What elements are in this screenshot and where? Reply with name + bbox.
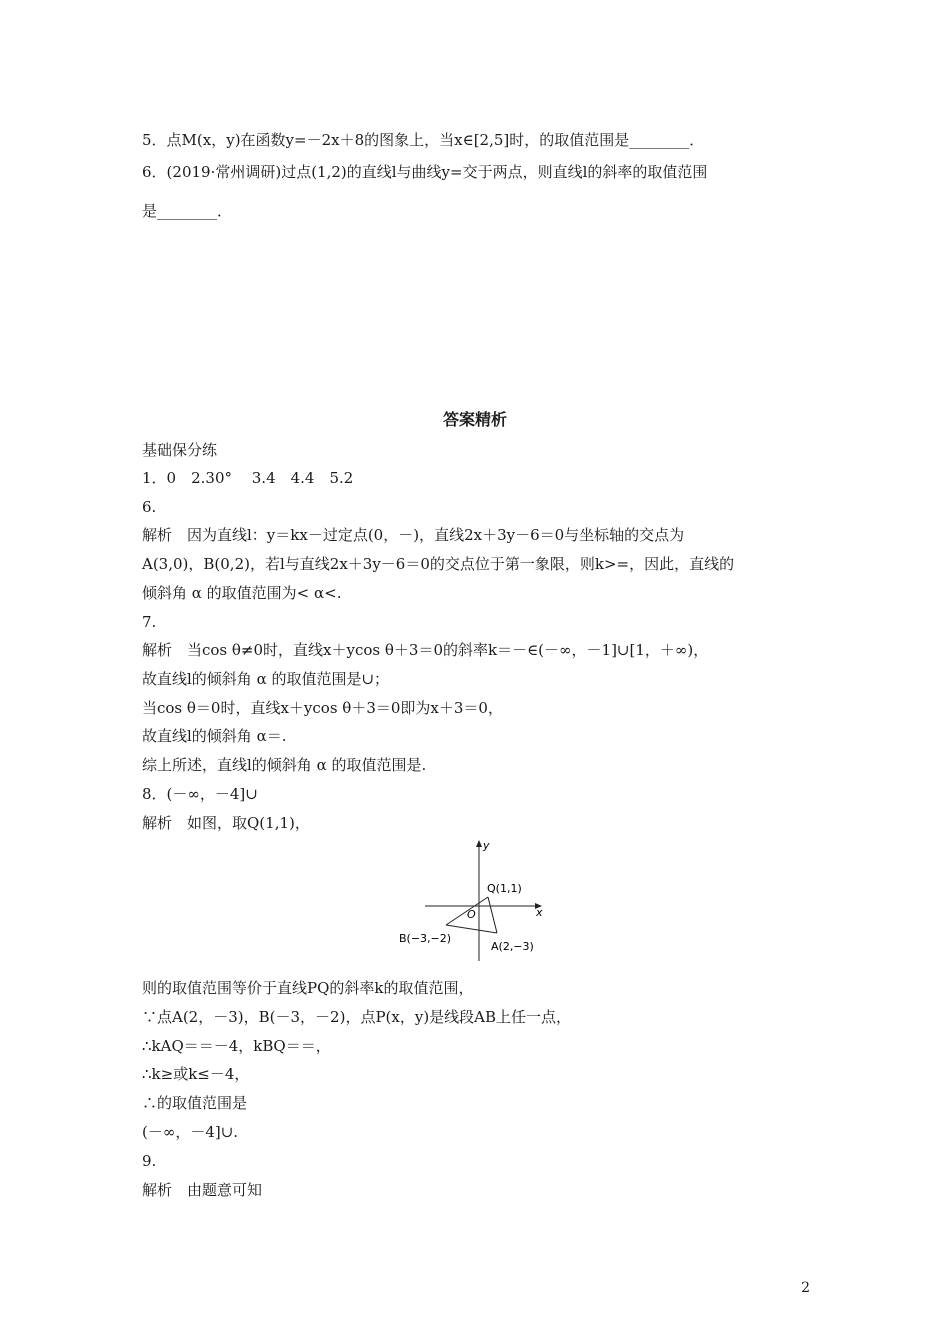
segment-ab [446,925,497,933]
section-label: 基础保分练 [142,441,218,459]
solution-6-line-2: A(3,0)，B(0,2)，若l与直线2x＋3y－6＝0的交点位于第一象限，则k>=，因此，直线的 [142,555,735,573]
solution-8-line-7: (－∞，－4]∪. [142,1123,239,1141]
page-number: 2 [801,1280,810,1296]
solution-7-line-4: 故直线l的倾斜角 α＝. [142,727,287,745]
answers-title: 答案精析 [442,410,507,429]
answer-9-number: 9. [142,1152,157,1170]
point-a-label: A(2,−3) [491,940,534,953]
answer-8-number: 8．(－∞，－4]∪ [142,785,258,803]
point-q-label: Q(1,1) [487,882,522,895]
point-b-label: B(−3,−2) [399,932,452,945]
solution-8-line-5: ∴k≥或k≤－4， [142,1065,250,1083]
problem-6-line-1: 6．(2019·常州调研)过点(1,2)的直线l与曲线y=交于两点，则直线l的斜率的取值范围 [142,163,708,181]
y-axis-arrow [476,840,482,847]
solution-8-line-6: ∴的取值范围是 [142,1094,248,1112]
problem-6-line-2: 是________． [142,202,233,220]
solution-8-line-1: 解析 如图，取Q(1,1)， [142,814,310,832]
solution-7-line-1: 解析 当cos θ≠0时，直线x＋ycos θ＋3＝0的斜率k＝－∈(－∞，－1]∪[1，＋∞)， [142,641,709,659]
solution-8-line-3: ∵点A(2，－3)，B(－3，－2)，点P(x，y)是线段AB上任一点， [142,1008,572,1026]
solution-8-line-4: ∴kAQ＝＝－4，kBQ＝＝， [142,1037,331,1055]
answer-7-number: 7. [142,613,157,631]
solution-8-line-2: 则的取值范围等价于直线PQ的斜率k的取值范围， [142,979,474,997]
answers-1-5: 1．0 2.30° 3.4 4.4 5.2 [142,469,354,487]
solution-7-line-3: 当cos θ＝0时，直线x＋ycos θ＋3＝0即为x＋3＝0， [142,699,503,717]
solution-7-line-5: 综上所述，直线l的倾斜角 α 的取值范围是. [142,756,427,774]
solution-7-line-2: 故直线l的倾斜角 α 的取值范围是∪； [142,670,390,688]
segment-aq [488,897,497,933]
solution-9-line-1: 解析 由题意可知 [142,1181,263,1199]
coordinate-figure [395,836,555,966]
y-axis-label: y [483,839,490,852]
x-axis-label: x [536,906,543,919]
problem-5: 5．点M(x，y)在函数y=－2x＋8的图象上，当x∈[2,5]时，的取值范围是________． [142,131,705,149]
solution-6-line-1: 解析 因为直线l：y＝kx－过定点(0，－)，直线2x＋3y－6＝0与坐标轴的交点为 [142,526,685,544]
solution-6-line-3: 倾斜角 α 的取值范围为< α<. [142,584,342,602]
origin-label: O [467,908,476,921]
answer-6-number: 6. [142,498,157,516]
